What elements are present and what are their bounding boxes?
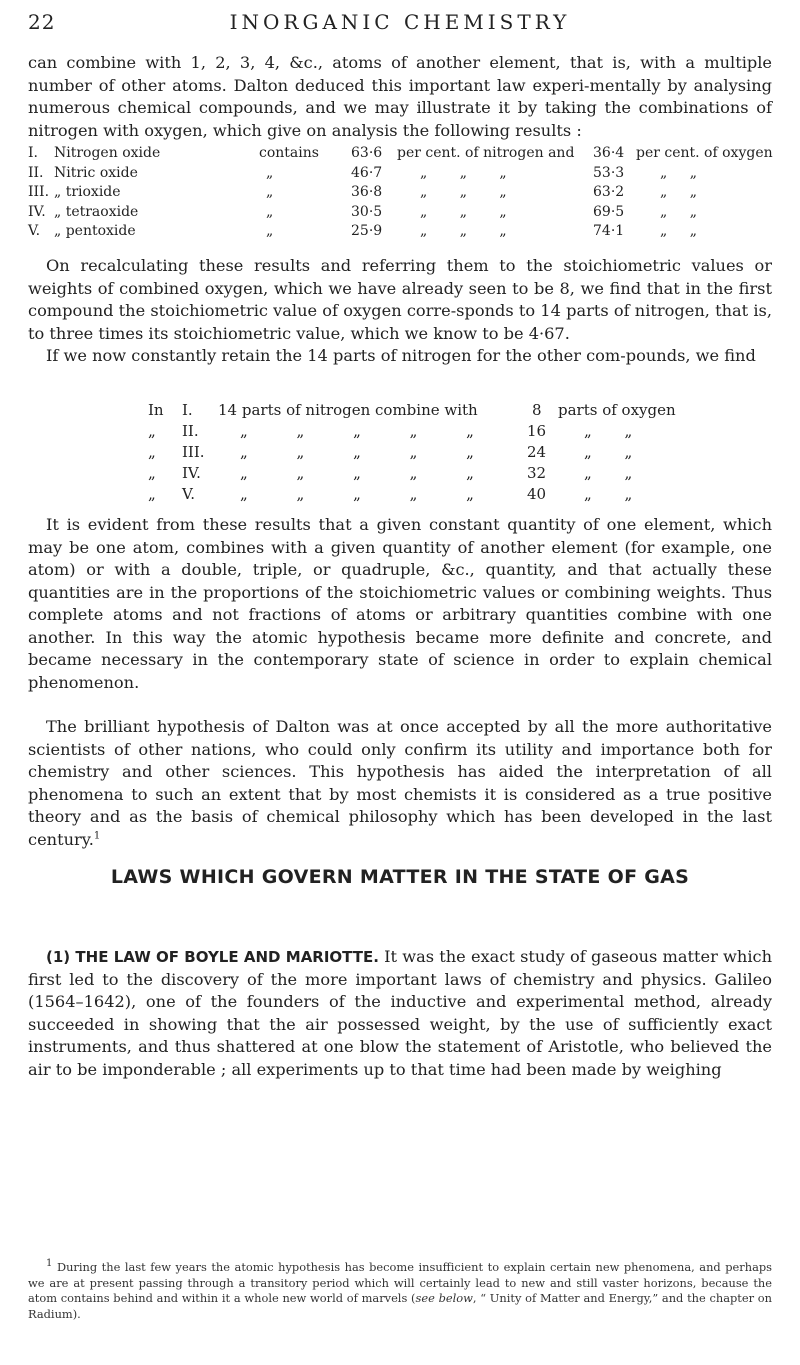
paragraph-retain: If we now constantly retain the 14 parts of nitrogen for the other com-pounds, we find <box>46 346 756 365</box>
paragraph-intro: can combine with 1, 2, 3, 4, &c., atoms of another element, that is, with a multiple number of other atoms. Dalton deduced this important law experi-mentally by analysing numerous chemical compounds, and we may illustrate it by taking the combinations of nitrogen with oxygen, which give on analysis the following results : <box>28 53 772 140</box>
paragraph-boyle-mariotte: (1) THE LAW OF BOYLE AND MARIOTTE. It was the exact study of gaseous matter which first led to the discovery of the more important laws of chemistry and physics. Galileo (1564–1642), one of the founders of the inductive and experimental method, already succeeded in showing that the air possessed weight, by the use of sufficiently exact instruments, and thus shattered at one blow the statement of Aristotle, who believed the air to be imponderable ; all experiments up to that time had been made by weighing <box>28 947 772 1079</box>
book-page: 22 INORGANIC CHEMISTRY can combine with 1, 2, 3, 4, &c., atoms of another element, that is, with a multiple number of other atoms. Dalton deduced this important law experi-mentally by analysing numerous chemical compounds, and we may illustrate it by taking the combinations of nitrogen with oxygen, which give on analysis the following results : I. Nitrogen oxide contains 63·6 per cent. of nitrogen and 36·4 per cent. of oxygen II. Nitric oxide „ 46·7 „ „ „ 53·3 „ „ III. „ trioxide „ 36·8 „ „ „ 63·2 „ „ IV. „ tetraoxide „ 30·5 „ „ „ 69·5 „ „ V. „ pentoxide „ 25·9 „ „ „ 74·1 „ „ On recalculating these results and referring them to the stoichiometric values or weights of combined oxygen, which we have already seen to be 8, we find that in the first compound the stoichiometric value of oxygen corre-sponds to 14 parts of nitrogen, that is, to three times its stoichiometric value, which we know to be 4·67. If we now constantly retain the 14 parts of nitrogen for the other com-pounds, we find In I. 14 parts of nitrogen combine with 8 parts of oxygen „ II. „ „ „ „ „ 16 „ „ „ III. „ „ „ „ „ 24 „ „ „ IV. „ „ „ „ „ 32 „ „ „ V. „ „ „ „ „ 40 „ „ It is evident from these results that a given constant quantity of one element, which may be one atom, combines with a given quantity of another element (for example, one atom) or with a double, triple, or quadruple, &c., quantity, and that actually these quantities are in the proportions of the stoichiometric values or combining weights. Thus complete atoms and not fractions of atoms or arbitrary quantities combine with one another. In this way the atomic hypothesis became more definite and concrete, and became necessary in the contemporary state of science in order to explain chemical phenomenon. The brilliant hypothesis of Dalton was at once accepted by all the more authoritative scientists of other nations, who could only confirm its utility and importance both for chemistry and other sciences. This hypothesis has aided the interpretation of all phenomena to such an extent that by most chemists it is considered as a true positive theory and as the basis of chemical philosophy which has been developed in the last century.$^1$ LAWS WHICH GOVERN MATTER IN THE STATE OF GAS (1) THE LAW OF BOYLE AND MARIOTTE. It was the exact study of gaseous matter which first led to the discovery of the more important laws of chemistry and physics. Galileo (1564–1642), one of the founders of the inductive and experimental method, already succeeded in showing that the air possessed weight, by the use of sufficiently exact instruments, and thus shattered at one blow the statement of Aristotle, who believed the air to be imponderable ; all experiments up to that time had been made by weighing $^1$ During the last few years the atomic hypothesis has become insufficient to explain certain new phenomena, and perhaps we are at present passing through a transitory period which will certainly lead to new and still vaster horizons, because the atom contains behind and within it a whole new world of marvels (see below, “ Unity of Matter and Energy,” and the chapter on Radium). <box>28 10 773 1321</box>
footnote: $^1$ During the last few years the atomic hypothesis has become insufficient to explain certain new phenomena, and perhaps we are at present passing through a transitory period which will certainly lead to new and still vaster horizons, because the atom contains behind and within it a whole new world of marvels (see below, “ Unity of Matter and Energy,” and the chapter on Radium). <box>28 1258 772 1321</box>
paragraph-recalculation: On recalculating these results and referring them to the stoichiometric values or weights of combined oxygen, which we have already seen to be 8, we find that in the first compound the stoichiometric value of oxygen corre-sponds to 14 parts of nitrogen, that is, to three times its stoichiometric value, which we know to be 4·67. <box>28 256 772 343</box>
running-title: INORGANIC CHEMISTRY <box>229 10 571 34</box>
footnote-reference: 1 <box>93 830 101 842</box>
page-number: 22 <box>28 10 56 34</box>
footnote-mark: 1 <box>46 1258 53 1270</box>
paragraph-evident: It is evident from these results that a given constant quantity of one element, which may be one atom, combines with a given quantity of another element (for example, one atom) or with a double, triple, or quadruple, &c., quantity, and that actually these quantities are in the proportions of the stoichiometric values or combining weights. Thus complete atoms and not fractions of atoms or arbitrary quantities combine with one another. In this way the atomic hypothesis became more definite and concrete, and became necessary in the contemporary state of science in order to explain chemical phenomenon. <box>28 515 772 692</box>
section-heading: LAWS WHICH GOVERN MATTER IN THE STATE OF GAS <box>110 866 690 888</box>
page-header <box>28 10 772 40</box>
paragraph-dalton: The brilliant hypothesis of Dalton was at once accepted by all the more authoritative scientists of other nations, who could only confirm its utility and importance both for chemistry and other sciences. This hypothesis has aided the interpretation of all phenomena to such an extent that by most chemists it is considered as a true positive theory and as the basis of chemical philosophy which has been developed in the last century.$^1$ <box>28 717 772 849</box>
law-title: (1) THE LAW OF BOYLE AND MARIOTTE. <box>46 948 379 966</box>
